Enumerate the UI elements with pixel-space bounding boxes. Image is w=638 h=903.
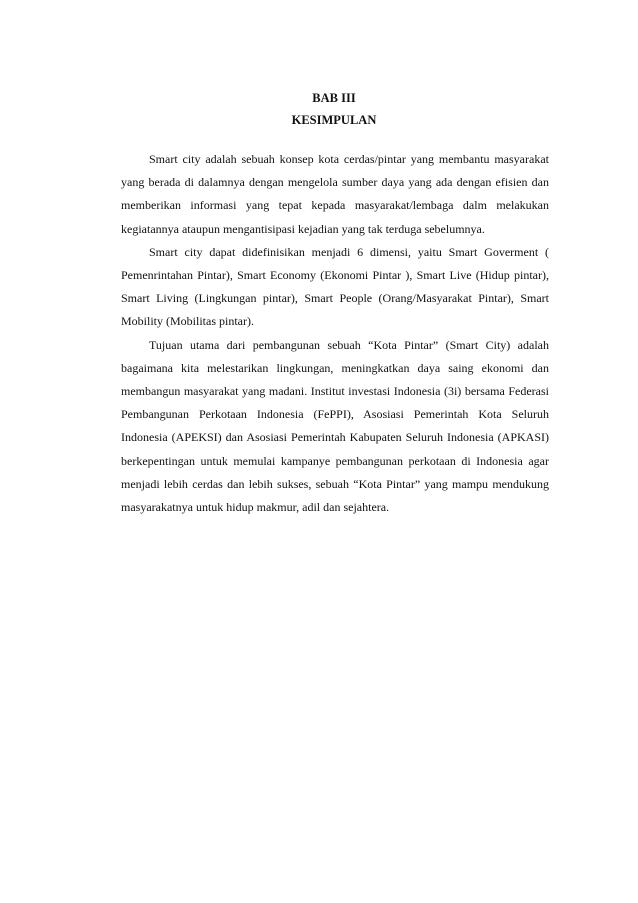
body-text: [121, 148, 549, 519]
paragraph-3: Tujuan utama dari pembangunan sebuah “Kota Pintar” (Smart City) adalah bagaimana kita melestarikan lingkungan, meningkatkan daya saing ekonomi dan membangun masyarakat yang madani. Institut investasi Indonesia (3i) bersama Federasi Pembangunan Perkotaan Indonesia (FePPI), Asosiasi Pemerintah Kota Seluruh Indonesia (APEKSI) dan Asosiasi Pemerintah Kabupaten Seluruh Indonesia (APKASI) berkepentingan untuk memulai kampanye pembangunan perkotaan di Indonesia agar menjadi lebih cerdas dan lebih sukses, sebuah “Kota Pintar” yang mampu mendukung masyarakatnya untuk hidup makmur, adil dan sejahtera.: [121, 337, 549, 515]
paragraph-2: Smart city dapat didefinisikan menjadi 6 dimensi, yaitu Smart Goverment ( Pemenrintahan Pintar), Smart Economy (Ekonomi Pintar ), Smart Live (Hidup pintar), Smart Living (Lingkungan pintar), Smart People (Orang/Masyarakat Pintar), Smart Mobility (Mobilitas pintar).: [121, 244, 549, 329]
chapter-title: KESIMPULAN: [291, 113, 377, 127]
paragraph-1: Smart city adalah sebuah konsep kota cerdas/pintar yang membantu masyarakat yang berada di dalamnya dengan mengelola sumber daya yang ada dengan efisien dan memberikan informasi yang tepat kepada masyarakat/lembaga dalm melakukan kegiatannya ataupun mengantisipasi kejadian yang tak terduga sebelumnya.: [121, 152, 549, 236]
chapter-heading: BAB III: [312, 91, 356, 105]
